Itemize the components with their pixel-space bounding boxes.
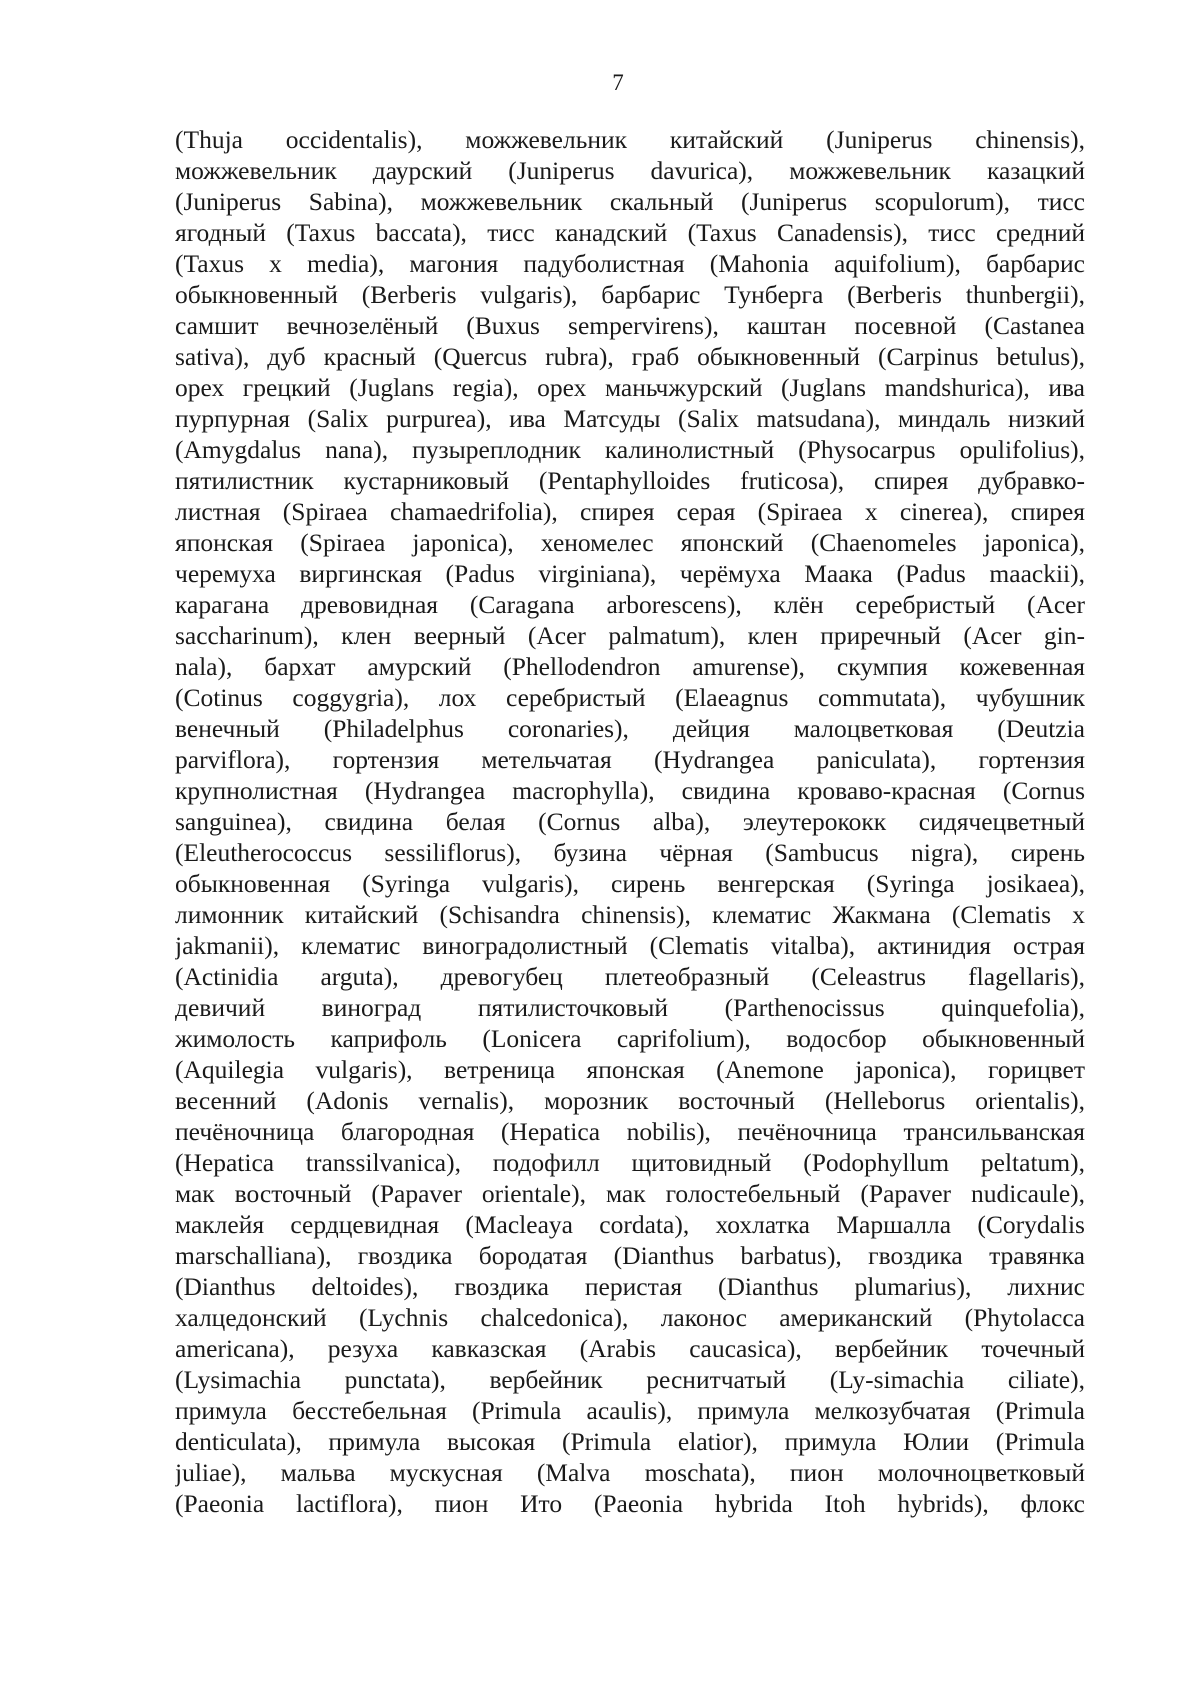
text-line: sativa), дуб красный (Quercus rubra), граб обыкновенный (Carpinus betulus),: [175, 342, 1085, 371]
text-line: мак восточный (Papaver orientale), мак голостебельный (Papaver nudicaule),: [175, 1179, 1085, 1208]
text-line: пятилистник кустарниковый (Pentaphylloides fruticosa), спирея дубравко-: [175, 466, 1085, 495]
text-line: (Aquilegia vulgaris), ветреница японская (Anemone japonica), горицвет: [175, 1055, 1085, 1084]
text-line: обыкновенный (Berberis vulgaris), барбарис Тунберга (Berberis thunbergii),: [175, 280, 1085, 309]
text-line: обыкновенная (Syringa vulgaris), сирень венгерская (Syringa josikaea),: [175, 869, 1085, 898]
text-line: девичий виноград пятилисточковый (Parthenocissus quinquefolia),: [175, 993, 1085, 1022]
text-line: японская (Spiraea japonica), хеномелес японский (Chaenomeles japonica),: [175, 528, 1085, 557]
text-line: denticulata), примула высокая (Primula elatior), примула Юлии (Primula: [175, 1427, 1085, 1456]
body-text: [175, 124, 1085, 1519]
text-line: примула бесстебельная (Primula acaulis), примула мелкозубчатая (Primula: [175, 1396, 1085, 1425]
text-line: венечный (Philadelphus coronaries), дейция малоцветковая (Deutzia: [175, 714, 1085, 743]
text-line: saccharinum), клен веерный (Acer palmatum), клен приречный (Acer gin-: [175, 621, 1085, 650]
text-line: americana), резуха кавказская (Arabis caucasica), вербейник точечный: [175, 1334, 1085, 1363]
text-line: (Juniperus Sabina), можжевельник скальный (Juniperus scopulorum), тисс: [175, 187, 1085, 216]
text-line: жимолость каприфоль (Lonicera caprifolium), водосбор обыкновенный: [175, 1024, 1085, 1053]
page-number: 7: [612, 70, 624, 95]
text-line: sanguinea), свидина белая (Cornus alba), элеутерококк сидячецветный: [175, 807, 1085, 836]
text-line: лимонник китайский (Schisandra chinensis), клематис Жакмана (Clematis x: [175, 900, 1085, 929]
text-line: (Hepatica transsilvanica), подофилл щитовидный (Podophyllum peltatum),: [175, 1148, 1085, 1177]
text-line: parviflora), гортензия метельчатая (Hydrangea paniculata), гортензия: [175, 745, 1085, 774]
text-line: черемуха виргинская (Padus virginiana), черёмуха Маака (Padus maackii),: [175, 559, 1085, 588]
text-line: (Taxus x media), магония падуболистная (Mahonia aquifolium), барбарис: [175, 249, 1085, 278]
text-line: маклейя сердцевидная (Macleaya cordata), хохлатка Маршалла (Corydalis: [175, 1210, 1085, 1239]
text-line: листная (Spiraea chamaedrifolia), спирея серая (Spiraea x cinerea), спирея: [175, 497, 1085, 526]
text-line: (Lysimachia punctata), вербейник реснитчатый (Ly-simachia ciliate),: [175, 1365, 1085, 1394]
text-line: (Paeonia lactiflora), пион Ито (Paeonia hybrida Itoh hybrids), флокс: [175, 1489, 1085, 1518]
text-line: (Cotinus coggygria), лох серебристый (Elaeagnus commutata), чубушник: [175, 683, 1085, 712]
text-line: nala), бархат амурский (Phellodendron amurense), скумпия кожевенная: [175, 652, 1085, 681]
text-line: карагана древовидная (Caragana arborescens), клён серебристый (Acer: [175, 590, 1085, 619]
text-line: (Thuja occidentalis), можжевельник китайский (Juniperus chinensis),: [175, 125, 1085, 154]
text-line: (Amygdalus nana), пузыреплодник калинолистный (Physocarpus opulifolius),: [175, 435, 1085, 464]
text-line: можжевельник даурский (Juniperus davurica), можжевельник казацкий: [175, 156, 1085, 185]
text-line: (Eleutherococcus sessiliflorus), бузина чёрная (Sambucus nigra), сирень: [175, 838, 1085, 867]
text-line: орех грецкий (Juglans regia), орех маньчжурский (Juglans mandshurica), ива: [175, 373, 1085, 402]
text-line: крупнолистная (Hydrangea macrophylla), свидина кроваво-красная (Cornus: [175, 776, 1085, 805]
text-line: ягодный (Taxus baccata), тисс канадский (Taxus Canadensis), тисс средний: [175, 218, 1085, 247]
text-line: (Dianthus deltoides), гвоздика перистая (Dianthus plumarius), лихнис: [175, 1272, 1085, 1301]
text-line: marschalliana), гвоздика бородатая (Dianthus barbatus), гвоздика травянка: [175, 1241, 1085, 1270]
text-line: печёночница благородная (Hepatica nobilis), печёночница трансильванская: [175, 1117, 1085, 1146]
text-line: jakmanii), клематис виноградолистный (Clematis vitalba), актинидия острая: [175, 931, 1085, 960]
text-line: халцедонский (Lychnis chalcedonica), лаконос американский (Phytolacca: [175, 1303, 1085, 1332]
text-line: juliae), мальва мускусная (Malva moschata), пион молочноцветковый: [175, 1458, 1085, 1487]
text-line: весенний (Adonis vernalis), морозник восточный (Helleborus orientalis),: [175, 1086, 1085, 1115]
text-line: самшит вечнозелёный (Buxus sempervirens), каштан посевной (Castanea: [175, 311, 1085, 340]
text-line: (Actinidia arguta), древогубец плетеобразный (Celeastrus flagellaris),: [175, 962, 1085, 991]
text-line: пурпурная (Salix purpurea), ива Матсуды (Salix matsudana), миндаль низкий: [175, 404, 1085, 433]
